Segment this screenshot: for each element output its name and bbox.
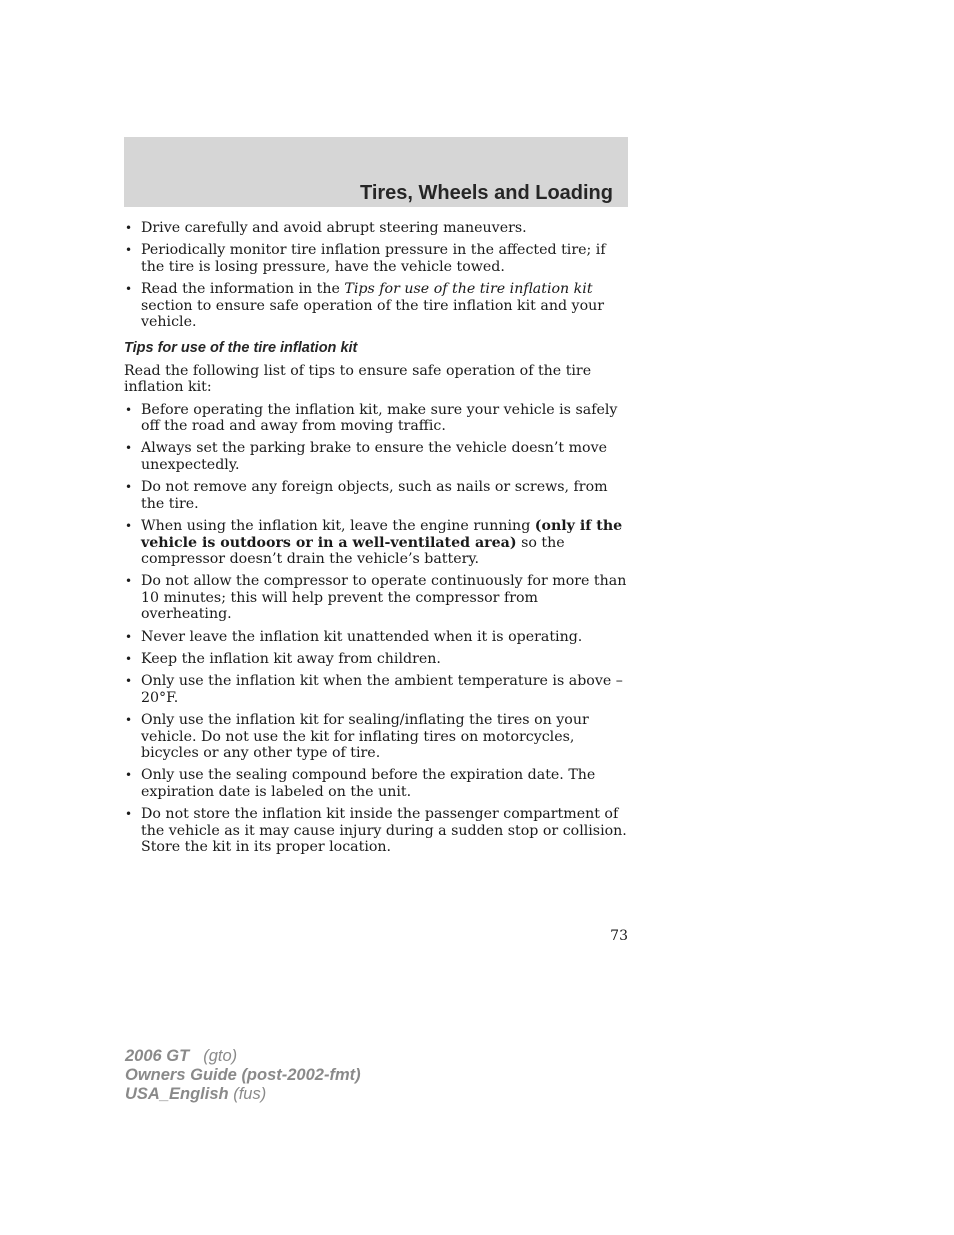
- list-item: [124, 281, 628, 330]
- footer-model-line: [125, 1047, 361, 1066]
- list-item-text: Only use the inflation kit when the ambient temperature is above –20°F.: [141, 673, 623, 706]
- bullet-marker: •: [125, 651, 133, 666]
- list-item: [124, 629, 628, 645]
- tips-heading: Tips for use of the tire inflation kit: [124, 340, 358, 357]
- list-item-text: Drive carefully and avoid abrupt steering maneuvers.: [141, 220, 527, 236]
- list-item-text: so the compressor doesn’t drain the vehicle’s battery.: [141, 534, 565, 567]
- list-item: [124, 518, 628, 567]
- page-content: [124, 220, 628, 861]
- list-item-text: Periodically monitor tire inflation pressure in the affected tire; if the tire is losing pressure, have the vehicle towed.: [141, 242, 606, 275]
- bullet-marker: •: [125, 807, 133, 822]
- bullet-marker: •: [125, 574, 133, 589]
- list-item-text: Before operating the inflation kit, make sure your vehicle is safely off the road and away from moving traffic.: [141, 401, 618, 435]
- bullet-marker: •: [125, 768, 133, 783]
- list-item: [124, 651, 628, 667]
- list-item-text: Never leave the inflation kit unattended when it is operating.: [141, 628, 583, 645]
- footer-guide-line: [125, 1066, 361, 1085]
- list-item-text: Only use the sealing compound before the expiration date. The expiration date is labeled on the unit.: [141, 767, 596, 800]
- list-item: [124, 806, 628, 855]
- bullet-marker: •: [125, 441, 133, 456]
- section-title: Tires, Wheels and Loading: [359, 182, 613, 204]
- list-item: [124, 402, 628, 435]
- list-item-text: When using the inflation kit, leave the engine running: [141, 518, 535, 535]
- list-item: [124, 712, 628, 761]
- bullet-marker: •: [125, 480, 133, 495]
- list-item-text: Do not allow the compressor to operate continuously for more than 10 minutes; this will help prevent the compressor from overheating.: [141, 573, 627, 623]
- list-item-text: (only if the vehicle is outdoors or in a well-ventilated area): [141, 518, 623, 551]
- tips-intro: Read the following list of tips to ensure safe operation of the tire inflation kit:: [124, 362, 592, 396]
- list-item: [124, 673, 628, 706]
- bullet-marker: •: [125, 243, 133, 258]
- bullet-marker: •: [125, 221, 133, 235]
- bullet-marker: •: [125, 629, 133, 644]
- section-header-band: [124, 137, 628, 207]
- bullet-marker: •: [125, 674, 133, 689]
- list-item: [124, 220, 628, 236]
- list-item-text: Tips for use of the tire inflation kit: [344, 281, 593, 298]
- list-item-text: Always set the parking brake to ensure the vehicle doesn’t move unexpectedly.: [141, 440, 608, 473]
- bullet-marker: •: [125, 282, 133, 297]
- list-item-text: Do not remove any foreign objects, such as nails or screws, from the tire.: [141, 479, 608, 512]
- list-item-text: section to ensure safe operation of the tire inflation kit and your vehicle.: [141, 297, 605, 331]
- bullet-marker: •: [125, 402, 133, 417]
- list-item: [124, 479, 628, 512]
- bullet-marker: •: [125, 713, 133, 728]
- list-item: [124, 440, 628, 473]
- list-item-text: Do not store the inflation kit inside the passenger compartment of the vehicle as it may cause injury during a sudden stop or collision. Store the kit in its proper location.: [141, 806, 627, 855]
- list-item-text: Read the information in the: [141, 281, 345, 298]
- warning-bullet-list: [124, 220, 628, 330]
- footer-model-code: (gto): [203, 1047, 238, 1065]
- list-item: [124, 573, 628, 622]
- page-number: 73: [610, 928, 628, 944]
- footer-market: USA_English: [125, 1085, 229, 1103]
- list-item-text: Keep the inflation kit away from children.: [141, 650, 441, 667]
- footer-model: 2006 GT: [125, 1047, 190, 1065]
- footer-guide: Owners Guide (post-2002-fmt): [125, 1066, 361, 1084]
- bullet-marker: •: [125, 519, 133, 534]
- list-item: [124, 242, 628, 275]
- footer-market-code: (fus): [233, 1085, 267, 1103]
- footer-market-line: [125, 1085, 361, 1104]
- list-item-text: Only use the inflation kit for sealing/inflating the tires on your vehicle. Do not use the kit for inflating tires on motorcycles, bicycles or any other type of tire.: [141, 712, 589, 761]
- document-footer: [125, 1047, 361, 1104]
- tips-bullet-list: [124, 402, 628, 856]
- list-item: [124, 767, 628, 800]
